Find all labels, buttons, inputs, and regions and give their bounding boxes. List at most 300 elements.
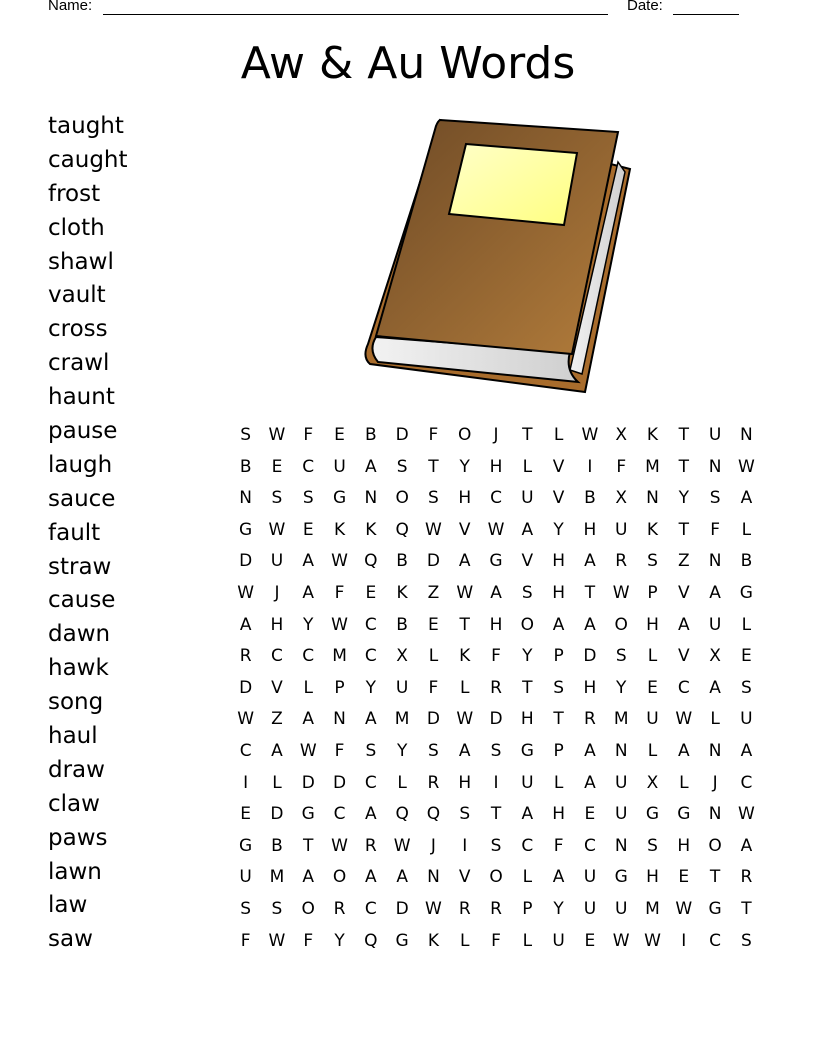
grid-cell[interactable]: B xyxy=(365,425,377,445)
grid-cell[interactable]: K xyxy=(459,646,471,667)
grid-cell[interactable]: R xyxy=(458,898,471,919)
grid-cell[interactable]: M xyxy=(645,898,660,919)
grid-cell[interactable]: L xyxy=(397,772,407,793)
grid-cell[interactable]: A xyxy=(584,551,596,572)
grid-cell[interactable]: P xyxy=(334,677,345,698)
grid-cell[interactable]: V xyxy=(271,677,283,698)
grid-cell[interactable]: Q xyxy=(395,804,409,825)
grid-cell[interactable]: N xyxy=(427,867,440,888)
grid-cell[interactable]: U xyxy=(270,551,284,572)
grid-cell[interactable]: A xyxy=(709,582,721,603)
grid-cell[interactable]: W xyxy=(675,898,693,919)
grid-cell[interactable]: L xyxy=(272,772,282,793)
name-label: Name: xyxy=(48,0,93,14)
grid-cell[interactable]: D xyxy=(239,677,253,698)
grid-cell[interactable]: T xyxy=(459,614,470,635)
grid-cell[interactable]: N xyxy=(333,709,346,730)
grid-cell[interactable]: U xyxy=(395,677,409,698)
grid-cell[interactable]: C xyxy=(239,740,252,761)
grid-cell[interactable]: H xyxy=(583,519,597,540)
grid-cell[interactable]: A xyxy=(365,804,377,825)
grid-cell[interactable]: L xyxy=(459,677,470,698)
grid-cell[interactable]: W xyxy=(331,835,348,856)
grid-cell[interactable]: H xyxy=(677,835,691,856)
grid-cell[interactable]: E xyxy=(334,425,345,445)
grid-cell[interactable]: Y xyxy=(334,930,345,951)
grid-cell[interactable]: A xyxy=(271,740,283,761)
grid-cell[interactable]: S xyxy=(490,835,502,856)
word-list-item: song xyxy=(48,689,104,716)
grid-cell[interactable]: H xyxy=(489,614,503,635)
grid-cell[interactable]: L xyxy=(553,772,564,793)
grid-cell[interactable]: T xyxy=(522,677,533,698)
grid-cell[interactable]: R xyxy=(740,867,753,888)
grid-cell[interactable]: U xyxy=(614,804,628,825)
grid-cell[interactable]: S xyxy=(459,804,471,825)
grid-cell[interactable]: G xyxy=(239,835,253,856)
grid-cell[interactable]: D xyxy=(270,804,284,825)
grid-cell[interactable]: W xyxy=(237,582,255,603)
grid-cell[interactable]: W xyxy=(456,582,474,603)
grid-cell[interactable]: T xyxy=(678,456,689,477)
grid-cell[interactable]: N xyxy=(708,456,722,477)
grid-cell[interactable]: F xyxy=(428,425,439,445)
grid-cell[interactable]: A xyxy=(552,614,565,635)
grid-cell[interactable]: S xyxy=(428,488,439,509)
grid-cell[interactable]: S xyxy=(240,898,252,919)
grid-cell[interactable]: L xyxy=(522,867,533,888)
grid-cell[interactable]: A xyxy=(302,582,315,603)
grid-cell[interactable]: I xyxy=(681,930,687,951)
grid-cell[interactable]: O xyxy=(301,898,315,919)
grid-cell[interactable]: N xyxy=(740,425,753,445)
grid-cell[interactable]: H xyxy=(458,772,472,793)
grid-cell[interactable]: E xyxy=(271,456,283,477)
grid-cell[interactable]: V xyxy=(677,646,690,667)
grid-cell[interactable]: G xyxy=(489,551,503,572)
grid-cell[interactable]: N xyxy=(614,740,628,761)
grid-cell[interactable]: A xyxy=(740,835,753,856)
grid-cell[interactable]: Y xyxy=(459,456,470,477)
grid-cell[interactable]: H xyxy=(646,614,659,635)
grid-cell[interactable]: B xyxy=(396,614,408,635)
name-field-line[interactable] xyxy=(103,14,608,15)
grid-cell[interactable]: U xyxy=(614,772,628,793)
grid-cell[interactable]: U xyxy=(708,614,722,635)
grid-cell[interactable]: G xyxy=(332,488,347,509)
grid-cell[interactable]: Q xyxy=(364,551,378,572)
grid-cell[interactable]: W xyxy=(456,709,474,730)
grid-cell[interactable]: P xyxy=(553,646,564,667)
grid-cell[interactable]: E xyxy=(741,646,752,667)
grid-cell[interactable]: U xyxy=(333,456,346,477)
grid-cell[interactable]: C xyxy=(271,646,283,667)
grid-cell[interactable]: A xyxy=(365,709,377,730)
grid-cell[interactable]: Z xyxy=(271,709,283,730)
grid-cell[interactable]: S xyxy=(271,898,283,919)
grid-cell[interactable]: C xyxy=(364,898,377,919)
grid-cell[interactable]: W xyxy=(612,582,630,603)
grid-cell[interactable]: T xyxy=(522,425,533,445)
grid-cell[interactable]: P xyxy=(553,740,564,761)
grid-cell[interactable]: X xyxy=(396,646,408,667)
grid-cell[interactable]: A xyxy=(740,740,753,761)
grid-cell[interactable]: G xyxy=(708,898,722,919)
grid-cell[interactable]: R xyxy=(364,835,377,856)
grid-cell[interactable]: W xyxy=(612,930,630,951)
grid-cell[interactable]: C xyxy=(333,804,346,825)
grid-cell[interactable]: L xyxy=(710,709,720,730)
grid-cell[interactable]: G xyxy=(645,804,660,825)
grid-cell[interactable]: U xyxy=(521,488,534,509)
grid-cell[interactable]: G xyxy=(614,867,628,888)
grid-cell[interactable]: A xyxy=(365,867,377,888)
grid-cell[interactable]: X xyxy=(646,772,659,793)
grid-cell[interactable]: Y xyxy=(616,677,627,698)
grid-cell[interactable]: D xyxy=(583,646,597,667)
grid-cell[interactable]: U xyxy=(708,425,722,445)
grid-cell[interactable]: L xyxy=(741,519,752,540)
word-list-item: haunt xyxy=(48,384,115,411)
grid-cell[interactable]: C xyxy=(302,646,315,667)
grid-cell[interactable]: C xyxy=(740,772,753,793)
grid-cell[interactable]: M xyxy=(394,709,410,730)
grid-cell[interactable]: B xyxy=(239,456,252,477)
grid-cell[interactable]: U xyxy=(583,898,597,919)
grid-cell[interactable]: G xyxy=(395,930,409,951)
grid-cell[interactable]: C xyxy=(583,835,596,856)
grid-cell[interactable]: E xyxy=(365,582,377,603)
grid-cell[interactable]: D xyxy=(239,551,253,572)
grid-cell[interactable]: V xyxy=(521,551,534,572)
grid-cell[interactable]: L xyxy=(647,646,658,667)
date-field-line[interactable] xyxy=(673,14,739,15)
grid-cell[interactable]: A xyxy=(239,614,252,635)
grid-cell[interactable]: Z xyxy=(677,551,690,572)
grid-cell[interactable]: A xyxy=(521,804,534,825)
grid-cell[interactable]: I xyxy=(462,835,468,856)
grid-cell[interactable]: Y xyxy=(396,740,408,761)
grid-cell[interactable]: R xyxy=(615,551,628,572)
word-list-item: paws xyxy=(48,824,108,851)
grid-cell[interactable]: L xyxy=(553,425,564,445)
grid-cell[interactable]: C xyxy=(302,456,315,477)
grid-cell[interactable]: V xyxy=(458,867,471,888)
grid-cell[interactable]: A xyxy=(302,709,315,730)
grid-cell[interactable]: S xyxy=(647,551,658,572)
grid-cell[interactable]: W xyxy=(331,614,348,635)
grid-cell[interactable]: H xyxy=(270,614,284,635)
grid-cell[interactable]: A xyxy=(584,772,596,793)
grid-cell[interactable]: L xyxy=(522,930,533,951)
grid-cell[interactable]: T xyxy=(678,425,689,445)
grid-cell[interactable]: X xyxy=(615,488,628,509)
grid-cell[interactable]: Y xyxy=(303,614,314,635)
grid-cell[interactable]: K xyxy=(427,930,439,951)
grid-cell[interactable]: U xyxy=(614,898,628,919)
grid-cell[interactable]: L xyxy=(741,614,752,635)
grid-cell[interactable]: F xyxy=(334,582,345,603)
grid-cell[interactable]: G xyxy=(520,740,534,761)
grid-cell[interactable]: W xyxy=(393,835,411,856)
grid-cell[interactable]: O xyxy=(395,488,409,509)
grid-cell[interactable]: T xyxy=(553,709,564,730)
grid-cell[interactable]: F xyxy=(553,835,564,856)
grid-cell[interactable]: M xyxy=(332,646,347,667)
grid-cell[interactable]: F xyxy=(428,677,439,698)
grid-cell[interactable]: L xyxy=(428,646,439,667)
grid-cell[interactable]: A xyxy=(740,488,753,509)
grid-cell[interactable]: D xyxy=(426,551,440,572)
grid-cell[interactable]: N xyxy=(364,488,378,509)
grid-cell[interactable]: K xyxy=(646,519,659,540)
grid-cell[interactable]: L xyxy=(459,930,470,951)
grid-cell[interactable]: Q xyxy=(364,930,378,951)
grid-cell[interactable]: A xyxy=(677,614,690,635)
grid-cell[interactable]: W xyxy=(644,930,661,951)
grid-cell[interactable]: M xyxy=(269,867,285,888)
grid-cell[interactable]: R xyxy=(239,646,252,667)
grid-cell[interactable]: S xyxy=(240,425,252,445)
grid-cell[interactable]: O xyxy=(520,614,535,635)
grid-cell[interactable]: M xyxy=(645,456,660,477)
grid-cell[interactable]: H xyxy=(489,456,503,477)
grid-cell[interactable]: S xyxy=(521,582,533,603)
grid-cell[interactable]: C xyxy=(364,646,377,667)
grid-cell[interactable]: I xyxy=(587,456,593,477)
grid-cell[interactable]: W xyxy=(237,709,255,730)
grid-cell[interactable]: T xyxy=(709,867,721,888)
grid-cell[interactable]: N xyxy=(708,551,722,572)
grid-cell[interactable]: T xyxy=(584,582,596,603)
grid-cell[interactable]: F xyxy=(616,456,627,477)
grid-cell[interactable]: B xyxy=(271,835,283,856)
grid-cell[interactable]: Y xyxy=(365,677,377,698)
grid-cell[interactable]: X xyxy=(709,646,721,667)
grid-cell[interactable]: S xyxy=(271,488,283,509)
grid-cell[interactable]: W xyxy=(425,898,442,919)
grid-cell[interactable]: L xyxy=(647,740,658,761)
grid-cell[interactable]: R xyxy=(427,772,440,793)
grid-cell[interactable]: T xyxy=(741,898,752,919)
grid-cell[interactable]: W xyxy=(737,456,755,477)
grid-cell[interactable]: F xyxy=(240,930,251,951)
grid-cell[interactable]: F xyxy=(491,930,501,951)
grid-cell[interactable]: U xyxy=(740,709,753,730)
grid-cell[interactable]: C xyxy=(490,488,502,509)
grid-cell[interactable]: H xyxy=(552,582,566,603)
grid-cell[interactable]: K xyxy=(333,519,346,540)
grid-cell[interactable]: A xyxy=(396,867,408,888)
word-list-item: pause xyxy=(48,418,118,445)
grid-cell[interactable]: A xyxy=(302,867,315,888)
grid-cell[interactable]: U xyxy=(646,709,659,730)
grid-cell[interactable]: W xyxy=(331,551,348,572)
grid-cell[interactable]: S xyxy=(709,488,721,509)
grid-cell[interactable]: M xyxy=(613,709,629,730)
grid-cell[interactable]: H xyxy=(552,551,566,572)
grid-cell[interactable]: W xyxy=(581,425,599,445)
grid-cell[interactable]: A xyxy=(677,740,690,761)
grid-cell[interactable]: W xyxy=(487,519,505,540)
grid-cell[interactable]: C xyxy=(677,677,690,698)
grid-cell[interactable]: A xyxy=(584,614,596,635)
grid-cell[interactable]: D xyxy=(395,898,409,919)
grid-cell[interactable]: H xyxy=(583,677,597,698)
grid-cell[interactable]: E xyxy=(584,930,596,951)
grid-cell[interactable]: T xyxy=(303,835,314,856)
grid-cell[interactable]: D xyxy=(489,709,503,730)
grid-cell[interactable]: K xyxy=(646,425,659,445)
grid-cell[interactable]: G xyxy=(739,582,753,603)
grid-cell[interactable]: P xyxy=(647,582,658,603)
grid-cell[interactable]: Z xyxy=(427,582,440,603)
grid-cell[interactable]: S xyxy=(615,646,627,667)
grid-cell[interactable]: R xyxy=(490,677,502,698)
grid-cell[interactable]: A xyxy=(458,740,471,761)
grid-cell[interactable]: R xyxy=(490,898,502,919)
grid-cell[interactable]: S xyxy=(553,677,565,698)
grid-cell[interactable]: S xyxy=(741,930,752,951)
grid-cell[interactable]: G xyxy=(677,804,691,825)
grid-cell[interactable]: G xyxy=(239,519,253,540)
grid-cell[interactable]: D xyxy=(426,709,440,730)
grid-cell[interactable]: U xyxy=(521,772,534,793)
grid-cell[interactable]: U xyxy=(614,519,628,540)
grid-cell[interactable]: V xyxy=(552,488,565,509)
grid-cell[interactable]: U xyxy=(583,867,597,888)
grid-cell[interactable]: E xyxy=(302,519,314,540)
grid-cell[interactable]: N xyxy=(239,488,252,509)
grid-cell[interactable]: W xyxy=(268,930,286,951)
word-list-item: lawn xyxy=(48,858,102,885)
grid-cell[interactable]: G xyxy=(301,804,315,825)
grid-cell[interactable]: F xyxy=(303,930,314,951)
grid-cell[interactable]: B xyxy=(740,551,753,572)
grid-cell[interactable]: F xyxy=(710,519,720,540)
grid-cell[interactable]: K xyxy=(365,519,377,540)
word-list-item: crawl xyxy=(48,350,110,377)
grid-cell[interactable]: O xyxy=(458,425,472,445)
grid-cell[interactable]: S xyxy=(490,740,502,761)
grid-cell[interactable]: C xyxy=(709,930,722,951)
grid-cell[interactable]: U xyxy=(239,867,252,888)
grid-cell[interactable]: A xyxy=(302,551,315,572)
grid-cell[interactable]: E xyxy=(647,677,658,698)
grid-cell[interactable]: C xyxy=(364,614,377,635)
grid-cell[interactable]: V xyxy=(677,582,690,603)
grid-cell[interactable]: A xyxy=(552,867,565,888)
grid-cell[interactable]: A xyxy=(458,551,471,572)
grid-cell[interactable]: F xyxy=(491,646,501,667)
grid-cell[interactable]: H xyxy=(458,488,472,509)
page-title: Aw & Au Words xyxy=(240,38,576,89)
grid-cell[interactable]: L xyxy=(679,772,689,793)
grid-cell[interactable]: H xyxy=(520,709,534,730)
grid-cell[interactable]: X xyxy=(615,425,628,445)
grid-cell[interactable]: J xyxy=(430,835,436,856)
grid-cell[interactable]: T xyxy=(428,456,439,477)
grid-cell[interactable]: O xyxy=(614,614,628,635)
grid-cell[interactable]: R xyxy=(333,898,346,919)
grid-cell[interactable]: W xyxy=(425,519,442,540)
grid-cell[interactable]: S xyxy=(302,488,314,509)
grid-cell[interactable]: Q xyxy=(395,519,409,540)
grid-cell[interactable]: Y xyxy=(678,488,689,509)
grid-cell[interactable]: A xyxy=(584,740,596,761)
grid-cell[interactable]: V xyxy=(458,519,471,540)
grid-cell[interactable]: B xyxy=(584,488,596,509)
grid-cell[interactable]: C xyxy=(521,835,534,856)
grid-cell[interactable]: W xyxy=(675,709,693,730)
grid-cell[interactable]: Y xyxy=(553,898,564,919)
grid-cell[interactable]: A xyxy=(490,582,502,603)
grid-cell[interactable]: N xyxy=(708,804,722,825)
grid-cell[interactable]: P xyxy=(522,898,533,919)
grid-cell[interactable]: T xyxy=(490,804,502,825)
grid-cell[interactable]: B xyxy=(396,551,408,572)
grid-cell[interactable]: W xyxy=(737,804,755,825)
grid-cell[interactable]: H xyxy=(552,804,566,825)
grid-cell[interactable]: W xyxy=(268,425,286,445)
grid-cell[interactable]: I xyxy=(243,772,249,793)
grid-cell[interactable]: W xyxy=(299,740,317,761)
grid-cell[interactable]: R xyxy=(584,709,596,730)
grid-cell[interactable]: D xyxy=(395,425,409,445)
grid-cell[interactable]: S xyxy=(396,456,408,477)
grid-cell[interactable]: N xyxy=(614,835,628,856)
grid-cell[interactable]: L xyxy=(522,456,533,477)
grid-cell[interactable]: S xyxy=(365,740,377,761)
grid-cell[interactable]: O xyxy=(332,867,347,888)
grid-cell[interactable]: A xyxy=(709,677,721,698)
grid-cell[interactable]: E xyxy=(428,614,439,635)
grid-cell[interactable]: A xyxy=(521,519,534,540)
grid-cell[interactable]: S xyxy=(741,677,752,698)
grid-cell[interactable]: C xyxy=(364,772,377,793)
grid-cell[interactable]: N xyxy=(708,740,722,761)
grid-cell[interactable]: J xyxy=(493,425,499,445)
grid-cell[interactable]: S xyxy=(647,835,658,856)
grid-cell[interactable]: H xyxy=(646,867,659,888)
grid-cell[interactable]: T xyxy=(678,519,689,540)
grid-cell[interactable]: V xyxy=(552,456,565,477)
grid-cell[interactable]: A xyxy=(365,456,377,477)
grid-cell[interactable]: Q xyxy=(426,804,441,825)
word-list-item: draw xyxy=(48,756,105,783)
grid-cell[interactable]: D xyxy=(301,772,315,793)
grid-cell[interactable]: O xyxy=(489,867,503,888)
grid-cell[interactable]: Y xyxy=(522,646,533,667)
grid-cell[interactable]: O xyxy=(708,835,722,856)
grid-cell[interactable]: J xyxy=(274,582,280,603)
grid-cell[interactable]: F xyxy=(303,425,314,445)
grid-cell[interactable]: E xyxy=(584,804,596,825)
grid-cell[interactable]: J xyxy=(712,772,718,793)
grid-cell[interactable]: N xyxy=(646,488,659,509)
grid-cell[interactable]: L xyxy=(303,677,313,698)
grid-cell[interactable]: S xyxy=(428,740,439,761)
grid-cell[interactable]: U xyxy=(552,930,565,951)
grid-cell[interactable]: E xyxy=(678,867,690,888)
grid-cell[interactable]: W xyxy=(268,519,286,540)
grid-cell[interactable]: E xyxy=(240,804,252,825)
grid-cell[interactable]: K xyxy=(396,582,408,603)
grid-cell[interactable]: F xyxy=(334,740,345,761)
grid-cell[interactable]: Y xyxy=(553,519,564,540)
grid-cell[interactable]: I xyxy=(493,772,499,793)
grid-cell[interactable]: D xyxy=(332,772,347,793)
